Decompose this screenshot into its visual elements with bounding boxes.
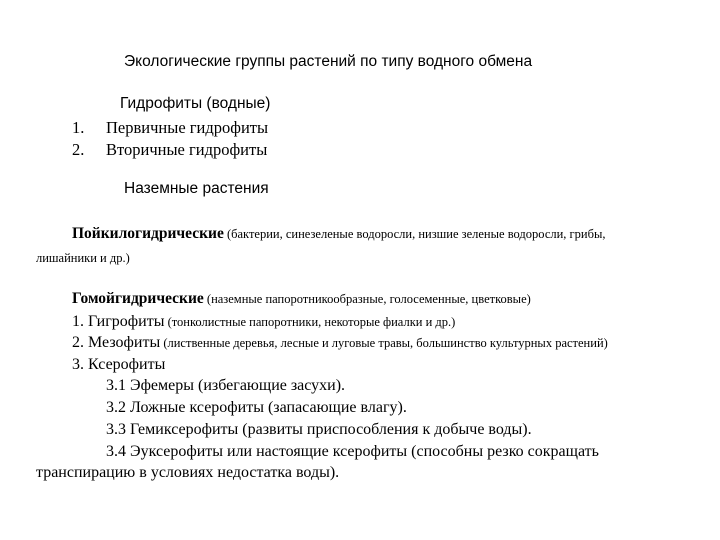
hydrophytes-heading: Гидрофиты (водные) bbox=[120, 95, 271, 112]
list-item bbox=[72, 356, 165, 374]
homoiohydric-note: (наземные папоротникообразные, голосеменные, цветковые) bbox=[203, 292, 531, 306]
list-item bbox=[72, 140, 267, 160]
list-item-label: 3. Ксерофиты bbox=[72, 356, 166, 373]
terrestrial-heading: Наземные растения bbox=[124, 180, 269, 197]
list-item bbox=[72, 118, 268, 138]
list-item-label: 1. Гигрофиты bbox=[72, 313, 165, 330]
list-item bbox=[72, 334, 608, 352]
homoiohydric-term: Гомойгидрические bbox=[72, 290, 204, 307]
list-item-label: 2. Мезофиты bbox=[72, 334, 161, 351]
list-item-text: Вторичные гидрофиты bbox=[106, 140, 268, 159]
list-item-number: 2. bbox=[72, 140, 85, 159]
sub-list-item-continued: транспирацию в условиях недостатка воды). bbox=[36, 464, 340, 481]
poikilohydric-note-continued: лишайники и др.) bbox=[36, 251, 130, 265]
poikilohydric-term: Пойкилогидрические bbox=[72, 225, 224, 242]
page-title: Экологические группы растений по типу водного обмена bbox=[124, 53, 533, 70]
sub-list-item: 3.1 Эфемеры (избегающие засухи). bbox=[106, 377, 346, 394]
list-item-number: 1. bbox=[72, 118, 85, 137]
list-item bbox=[72, 313, 455, 331]
poikilohydric-note: (бактерии, синезеленые водоросли, низшие зеленые водоросли, грибы, bbox=[223, 227, 606, 241]
list-item-text: Первичные гидрофиты bbox=[106, 118, 269, 137]
homoiohydric-line bbox=[72, 290, 531, 308]
poikilohydric-line bbox=[72, 225, 606, 243]
sub-list-item: 3.2 Ложные ксерофиты (запасающие влагу). bbox=[106, 399, 407, 416]
sub-list-item: 3.3 Гемиксерофиты (развиты приспособления к добыче воды). bbox=[106, 421, 532, 438]
sub-list-item: 3.4 Эуксерофиты или настоящие ксерофиты (способны резко сокращать bbox=[106, 443, 599, 460]
list-item-note: (тонколистные папоротники, некоторые фиалки и др.) bbox=[164, 315, 456, 329]
list-item-note: (лиственные деревья, лесные и луговые травы, большинство культурных растений) bbox=[160, 336, 608, 350]
